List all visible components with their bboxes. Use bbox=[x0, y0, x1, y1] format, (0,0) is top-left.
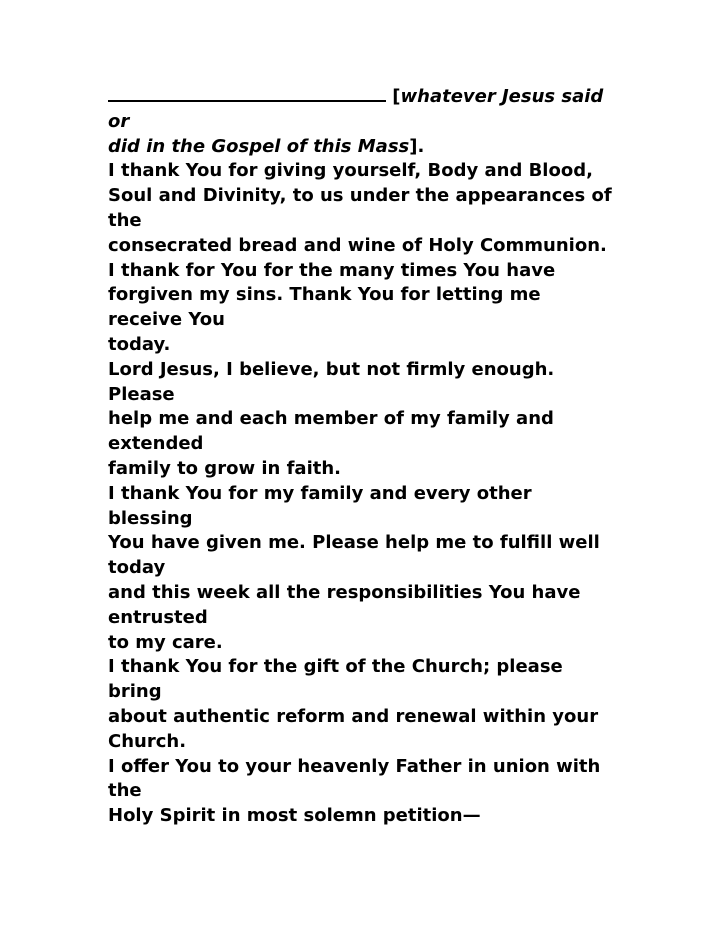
prayer-line: I thank for You for the many times You have bbox=[108, 259, 556, 281]
open-bracket: [ bbox=[386, 86, 401, 107]
prayer-line: receive You bbox=[108, 309, 225, 331]
prayer-line: the bbox=[108, 209, 142, 231]
prayer-line: I thank You for giving yourself, Body and Blood, bbox=[108, 160, 593, 182]
fill-in-blank-line bbox=[108, 83, 386, 102]
prayer-line: help me and each member of my family and bbox=[108, 408, 554, 430]
prayer-line: forgiven my sins. Thank You for letting me bbox=[108, 284, 541, 306]
prayer-line: Holy Spirit in most solemn petition— bbox=[108, 805, 481, 827]
prayer-line: or bbox=[108, 110, 130, 132]
prayer-line: the bbox=[108, 780, 142, 802]
prayer-line: today bbox=[108, 557, 166, 579]
prayer-line: I thank You for my family and every other bbox=[108, 482, 532, 504]
prayer-line: Lord Jesus, I believe, but not firmly enough. bbox=[108, 358, 555, 380]
prayer-line: to my care. bbox=[108, 631, 223, 653]
prayer-line: consecrated bread and wine of Holy Communion. bbox=[108, 234, 607, 256]
prayer-text bbox=[108, 83, 708, 829]
prayer-line: entrusted bbox=[108, 606, 208, 628]
prayer-line: You have given me. Please help me to fulfill well bbox=[108, 532, 600, 554]
gospel-instruction-italic: did in the Gospel of this Mass bbox=[108, 135, 410, 157]
prayer-line: extended bbox=[108, 433, 204, 455]
prayer-line: about authentic reform and renewal within your bbox=[108, 705, 599, 727]
prayer-line: today. bbox=[108, 333, 171, 355]
prayer-line: I offer You to your heavenly Father in union with bbox=[108, 755, 601, 777]
prayer-line: and this week all the responsibilities You have bbox=[108, 581, 581, 603]
prayer-line: I thank You for the gift of the Church; please bbox=[108, 656, 563, 678]
gospel-instruction-italic: whatever Jesus said bbox=[400, 86, 604, 107]
prayer-line: Please bbox=[108, 383, 175, 405]
prayer-line: Church. bbox=[108, 730, 187, 752]
prayer-line-gospel-blank bbox=[108, 83, 708, 110]
prayer-line: bring bbox=[108, 681, 162, 703]
prayer-line: family to grow in faith. bbox=[108, 457, 341, 479]
close-bracket: ]. bbox=[409, 135, 425, 157]
prayer-line: blessing bbox=[108, 507, 193, 529]
prayer-line: Soul and Divinity, to us under the appearances of bbox=[108, 185, 612, 207]
prayer-line bbox=[108, 135, 708, 160]
